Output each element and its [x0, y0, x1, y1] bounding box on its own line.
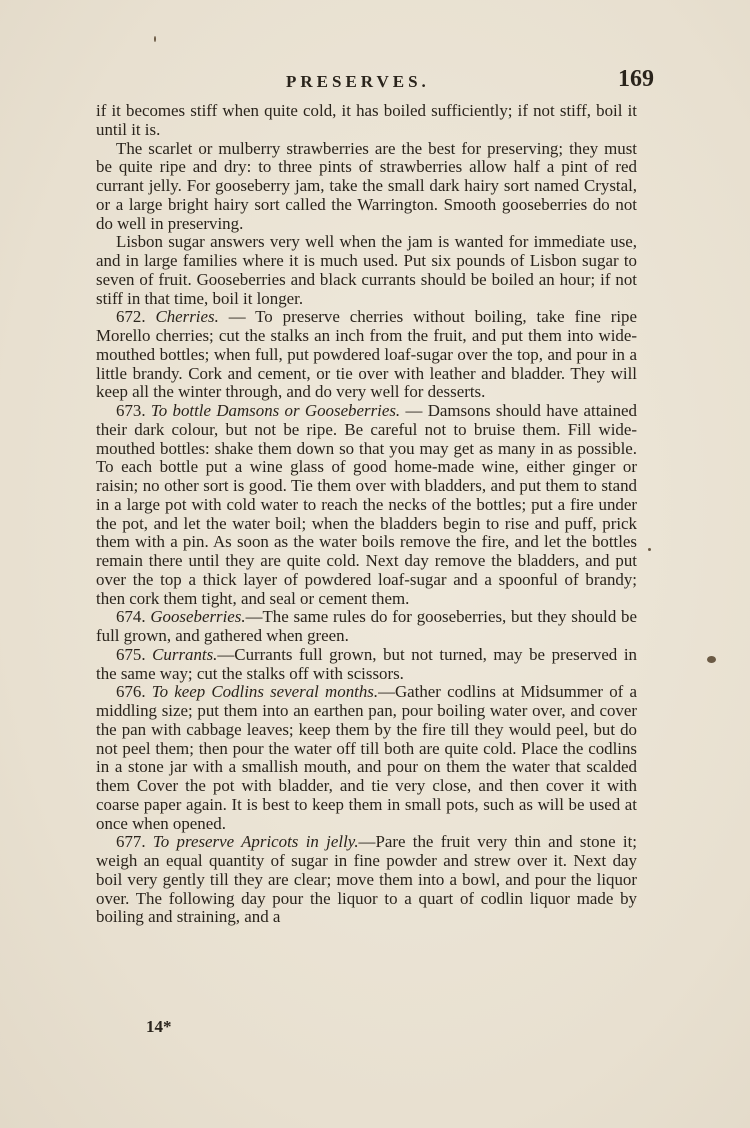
paragraph-text: Lisbon sugar answers very well when the jam is wanted for immediate use, and in large families where it is much used. Put six pounds of Lisbon sugar to seven of fruit. Gooseberries and black currants should be boiled an hour; if not stiff in that time, boil it longer.	[96, 232, 637, 308]
page-header	[96, 66, 656, 100]
recipe-title: Cherries.	[155, 307, 219, 327]
recipe-number: 672.	[116, 307, 146, 327]
paragraph-text: The scarlet or mulberry strawberries are the best for preserving; they must be quite ripe and dry: to three pints of strawberries allow half a pint of red currant jelly. For gooseberry jam, take the small dark hairy sort named Crystal, or a large bright hairy sort called the Warrington. Smooth gooseberries do not do well in preserving.	[96, 138, 637, 233]
ink-speck	[707, 656, 716, 663]
paragraph	[96, 140, 637, 234]
recipe-text: —Currants full grown, but not turned, may be preserved in the same way; cut the stalks off with scissors.	[96, 644, 637, 683]
paragraph-text: if it becomes stiff when quite cold, it has boiled sufficiently; if not stiff, boil it until it is.	[96, 101, 637, 139]
recipe-number: 677.	[116, 832, 146, 852]
running-head: PRESERVES.	[286, 72, 430, 91]
recipe-674	[96, 608, 637, 646]
recipe-677	[96, 833, 637, 927]
paragraph	[96, 102, 637, 140]
ink-speck	[154, 36, 156, 42]
recipe-676	[96, 683, 637, 833]
recipe-673	[96, 402, 637, 608]
recipe-number: 673.	[116, 401, 146, 420]
body-text	[96, 102, 637, 927]
recipe-title: To preserve Apricots in jelly.	[152, 832, 359, 852]
recipe-number: 675.	[116, 644, 146, 664]
recipe-text: —Pare the fruit very thin and stone it; weigh an equal quantity of sugar in fine powder and strew over it. Next day boil very gently till they are clear; move them into a bowl, and pour the liquor over. The following day pour the liquor to a quart of codlin liquor made by boiling and straining, and a	[96, 832, 637, 927]
recipe-672	[96, 308, 637, 402]
recipe-text: —Gather codlins at Midsummer of a middling size; put them into an earthen pan, pour boiling water over, and cover the pan with cabbage leaves; keep them by the fire till they would peel, but do not peel them; then pour the water off till both are quite cold. Place the codlins in a stone jar with a smallish mouth, and pour on them the water that scalded them Cover the pot with bladder, and tie very close, and then cover it with coarse paper again. It is best to keep them in small pots, such as will be used at once when opened.	[96, 682, 637, 833]
page-number: 169	[618, 66, 654, 92]
ink-speck	[648, 548, 651, 551]
recipe-title: To bottle Damsons or Gooseberries.	[150, 401, 401, 420]
recipe-title: To keep Codlins several months.	[151, 682, 379, 702]
recipe-text: —The same rules do for gooseberries, but they should be full grown, and gathered when green.	[96, 607, 637, 645]
recipe-title: Currants.	[152, 644, 218, 664]
recipe-number: 674.	[116, 607, 146, 627]
recipe-title: Gooseberries.	[150, 607, 246, 627]
paragraph	[96, 233, 637, 308]
recipe-text: — To preserve cherries without boiling, take fine ripe Morello cherries; cut the stalks an inch from the fruit, and put them into wide-mouthed bottles; when full, put powdered loaf-sugar over the top, and pour in a little brandy. Cork and cement, or tie over with leather and bladder. They will keep all the winter through, and do very well for desserts.	[96, 307, 637, 402]
recipe-675	[96, 646, 637, 684]
recipe-number: 676.	[116, 682, 146, 702]
signature-mark: 14*	[146, 1017, 172, 1036]
recipe-text: — Damsons should have attained their dark colour, but not be ripe. Be careful not to bruise them. Fill wide-mouthed bottles: shake them down so that you may get as many in as possible. To each bottle put a wine glass of good home-made wine, either ginger or raisin; no other sort is good. Tie them over with bladders, and put them to stand in a large pot with cold water to reach the necks of the bottles; put a fire under the pot, and let the water boil; when the bladders begin to rise and puff, prick them with a pin. As soon as the water boils remove the fire, and let the bottles remain there until they are quite cold. Next day remove the bladders, and put over the top a thick layer of powdered loaf-sugar and a spoonful of brandy; then cork them tight, and seal or cement them.	[96, 401, 637, 608]
